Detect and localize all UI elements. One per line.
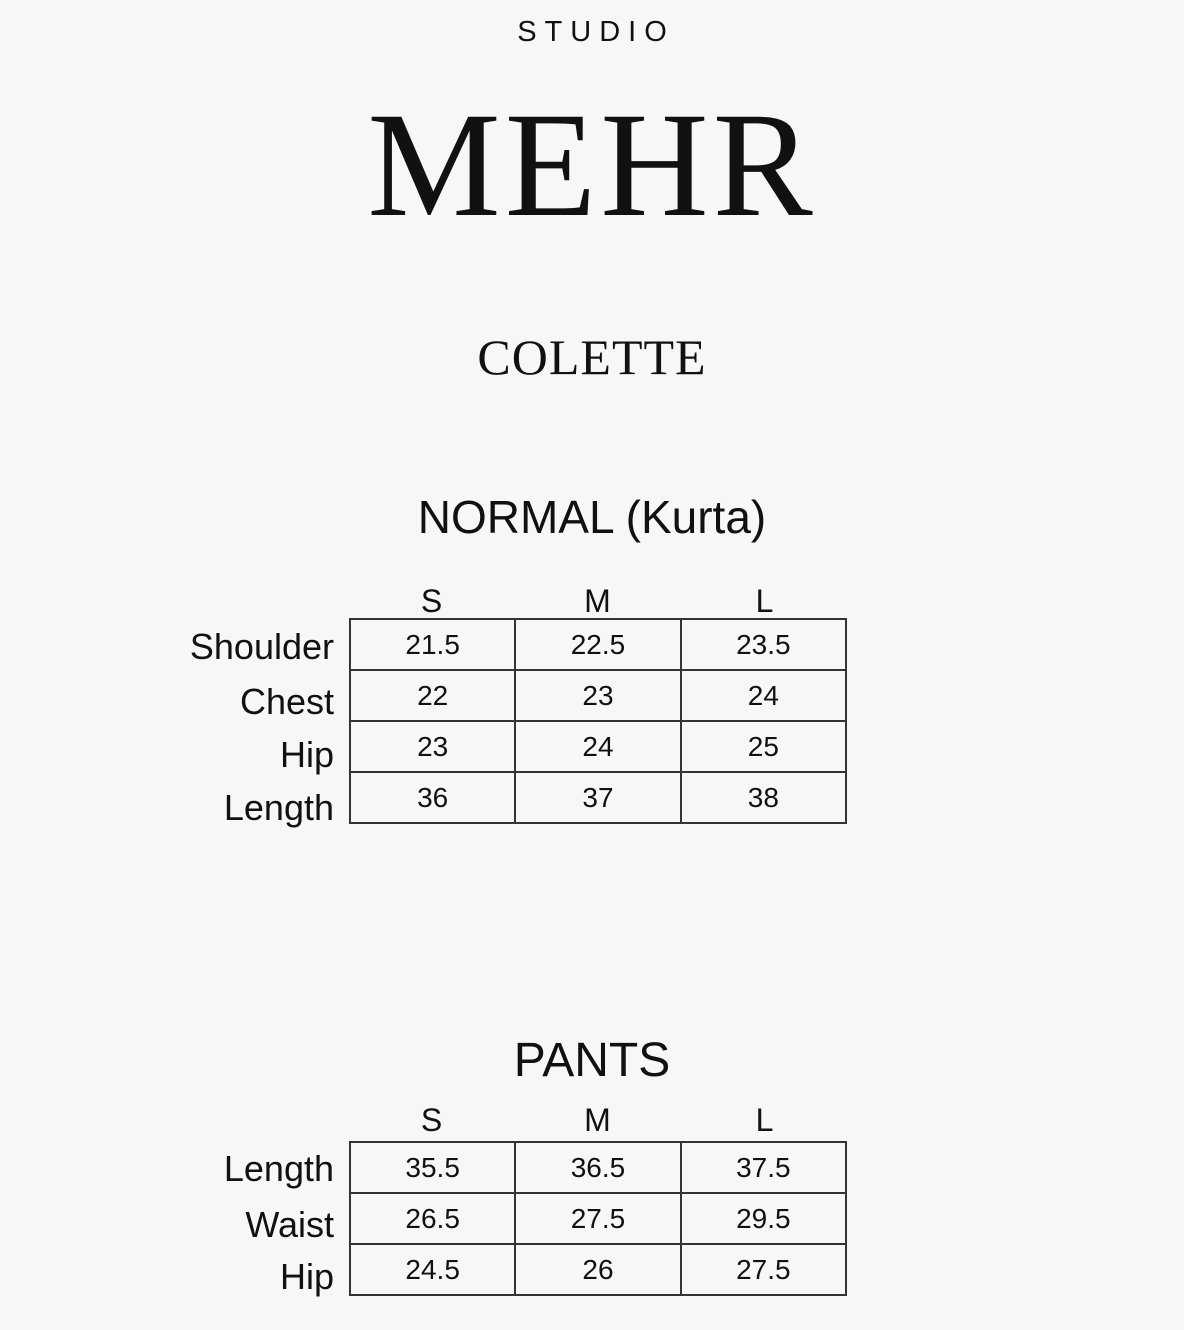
kurta-size-header-l: L [755,583,774,619]
table-row [350,670,846,721]
table-cell: 26.5 [350,1193,515,1244]
table-cell: 23 [350,721,515,772]
pants-section-title: PANTS [513,1034,671,1087]
kurta-row-label-shoulder: Shoulder [189,626,334,667]
table-cell: 24.5 [350,1244,515,1295]
table-cell: 23 [515,670,680,721]
table-cell: 36.5 [515,1142,680,1193]
table-row [350,1142,846,1193]
table-row [350,772,846,823]
brand-logo: MEHR [367,82,817,248]
table-cell: 24 [681,670,846,721]
kurta-row-label-chest: Chest [239,681,334,722]
product-name: COLETTE [477,329,707,385]
table-cell: 27.5 [681,1244,846,1295]
table-cell: 23.5 [681,619,846,670]
table-cell: 37.5 [681,1142,846,1193]
pants-size-header-s: S [420,1102,443,1138]
table-row [350,721,846,772]
table-row [350,1244,846,1295]
table-cell: 35.5 [350,1142,515,1193]
table-cell: 38 [681,772,846,823]
pants-row-label-length: Length [223,1148,334,1189]
brand-studio-label: STUDIO [517,16,675,48]
table-cell: 22 [350,670,515,721]
table-row [350,619,846,670]
kurta-row-label-length: Length [223,787,334,828]
pants-size-header-l: L [755,1102,774,1138]
pants-row-label-waist: Waist [245,1204,334,1245]
pants-size-table [349,1141,847,1296]
kurta-size-header-m: M [584,583,611,619]
pants-row-label-hip: Hip [279,1256,334,1297]
table-cell: 24 [515,721,680,772]
table-cell: 25 [681,721,846,772]
table-cell: 36 [350,772,515,823]
table-cell: 21.5 [350,619,515,670]
table-cell: 22.5 [515,619,680,670]
kurta-section-title: NORMAL (Kurta) [417,491,767,543]
kurta-row-label-hip: Hip [279,734,334,775]
table-row [350,1193,846,1244]
pants-size-header-m: M [584,1102,611,1138]
table-cell: 27.5 [515,1193,680,1244]
kurta-size-table [349,618,847,824]
kurta-size-header-s: S [420,583,443,619]
table-cell: 37 [515,772,680,823]
table-cell: 29.5 [681,1193,846,1244]
table-cell: 26 [515,1244,680,1295]
